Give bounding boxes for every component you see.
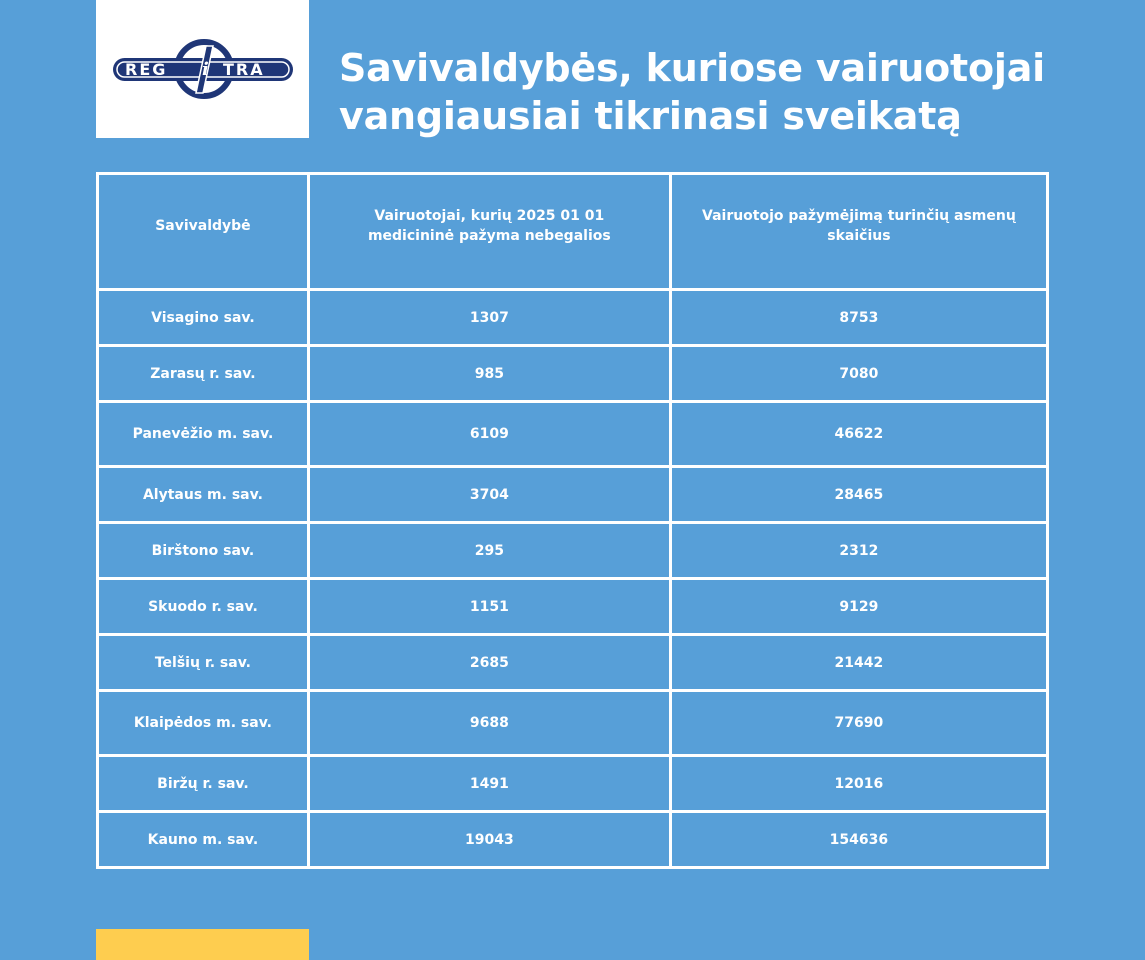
cell-municipality: Visagino sav. — [98, 290, 309, 346]
cell-expired: 295 — [308, 523, 670, 579]
cell-municipality: Birštono sav. — [98, 523, 309, 579]
cell-holders: 7080 — [670, 346, 1047, 402]
page-title: Savivaldybės, kuriose vairuotojai vangiausiai tikrinasi sveikatą — [339, 46, 1045, 138]
header-municipality — [98, 174, 309, 290]
cell-expired: 1491 — [308, 756, 670, 812]
header-expired-certificates — [308, 174, 670, 290]
table-row — [98, 691, 1048, 756]
cell-expired: 19043 — [308, 812, 670, 868]
logo-panel — [96, 0, 309, 138]
cell-holders: 77690 — [670, 691, 1047, 756]
table-row — [98, 402, 1048, 467]
cell-holders: 9129 — [670, 579, 1047, 635]
cell-holders: 2312 — [670, 523, 1047, 579]
logo-text-left: REG — [125, 60, 168, 79]
table-row — [98, 523, 1048, 579]
cell-holders: 21442 — [670, 635, 1047, 691]
cell-municipality: Skuodo r. sav. — [98, 579, 309, 635]
cell-municipality: Biržų r. sav. — [98, 756, 309, 812]
cell-expired: 3704 — [308, 467, 670, 523]
cell-expired: 1307 — [308, 290, 670, 346]
cell-holders: 46622 — [670, 402, 1047, 467]
table-row — [98, 290, 1048, 346]
cell-municipality: Alytaus m. sav. — [98, 467, 309, 523]
logo-text-right: TRA — [223, 60, 265, 79]
cell-municipality: Kauno m. sav. — [98, 812, 309, 868]
cell-holders: 28465 — [670, 467, 1047, 523]
table-row — [98, 346, 1048, 402]
table-header-row — [98, 174, 1048, 290]
cell-holders: 154636 — [670, 812, 1047, 868]
table-row — [98, 635, 1048, 691]
table-row — [98, 756, 1048, 812]
cell-holders: 12016 — [670, 756, 1047, 812]
logo-text-mid: i — [202, 59, 209, 80]
table-row — [98, 812, 1048, 868]
cell-expired: 2685 — [308, 635, 670, 691]
cell-expired: 985 — [308, 346, 670, 402]
cell-expired: 6109 — [308, 402, 670, 467]
municipality-table — [96, 172, 1049, 869]
header-license-holders — [670, 174, 1047, 290]
header-municipality-label: Savivaldybė — [155, 217, 251, 234]
table-row — [98, 579, 1048, 635]
cell-expired: 9688 — [308, 691, 670, 756]
accent-bar — [96, 929, 309, 960]
header-holders-label: Vairuotojo pažymėjimą turinčių asmenų skaičius — [702, 207, 1016, 244]
cell-holders: 8753 — [670, 290, 1047, 346]
regitra-logo — [113, 38, 293, 102]
cell-municipality: Zarasų r. sav. — [98, 346, 309, 402]
cell-expired: 1151 — [308, 579, 670, 635]
table-row — [98, 467, 1048, 523]
header-expired-label: Vairuotojai, kurių 2025 01 01 medicininė pažyma nebegalios — [367, 207, 611, 244]
cell-municipality: Telšių r. sav. — [98, 635, 309, 691]
cell-municipality: Klaipėdos m. sav. — [98, 691, 309, 756]
cell-municipality: Panevėžio m. sav. — [98, 402, 309, 467]
